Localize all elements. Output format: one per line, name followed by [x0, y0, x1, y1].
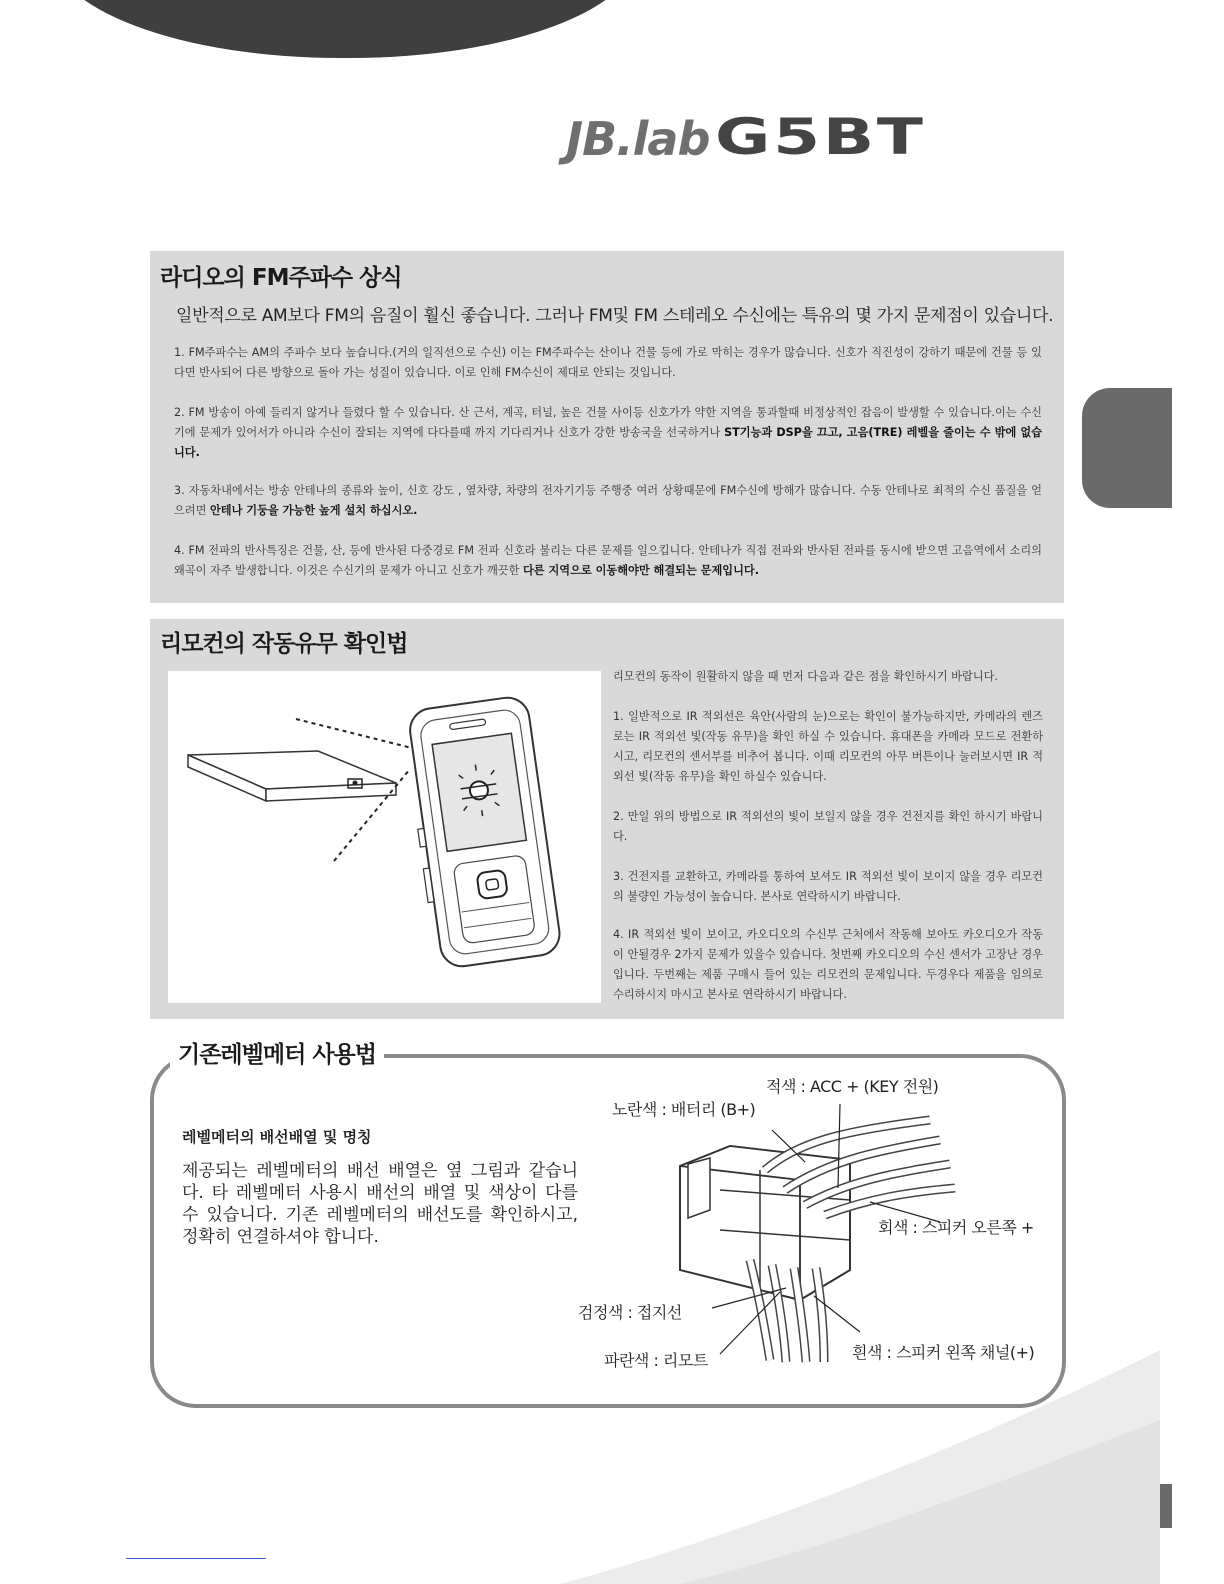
level-description: 제공되는 레벨메터의 배선 배열은 옆 그림과 같습니다. 타 레벨메터 사용시 배선의 배열 및 색상이 다를 수 있습니다. 기존 레벨메터의 배선도를 확인하시고, 정확히 연결하셔야 합니다.	[182, 1161, 578, 1247]
phone-remote-illustration	[168, 671, 601, 1003]
level-subtitle: 레벨메터의 배선배열 및 명칭	[182, 1128, 372, 1146]
footer-link-underline	[126, 1558, 266, 1559]
fm-item-3-text: 3. 자동차내에서는 방송 안테나의 종류와 높이, 신호 강도 , 옆차량, 차량의 전자기기등 주행중 여러 상황때문에 FM수신에 방해가 많습니다. 수동 안테나로 최적의 수신 품질을 얻으려면	[174, 484, 1042, 517]
fm-item-4-text: 4. FM 전파의 반사특징은 건물, 산, 등에 반사된 다중경로 FM 전파 신호라 불리는 다른 문제를 일으킵니다. 안테나가 직접 전파와 반사된 전파를 동시에 받으면 고음역에서 소리의 왜곡이 자주 발생합니다. 이것은 수신기의 문제가 아니고 신호가 깨끗한	[174, 544, 1042, 577]
remote-item-1: 1. 일반적으로 IR 적외선은 육안(사람의 눈)으로는 확인이 불가능하지만, 카메라의 렌즈로는 IR 적외선 빛(작동 유무)을 확인 하실 수 있습니다. 휴대폰을 카메라 모드로 전환하시고, 리모컨의 센서부를 비추어 봅니다. 이때 리모컨의 아무 버튼이나 눌러보시면 IR 적외선 빛(작동 유무)을 확인 하실수 있습니다.	[613, 710, 1043, 783]
wire-label-red: 적색 : ACC + (KEY 전원)	[766, 1077, 939, 1096]
wire-label-gray: 회색 : 스피커 오른쪽 +	[878, 1218, 1034, 1237]
level-section-title: 기존레벨메터 사용법	[178, 1042, 376, 1068]
remote-item-2: 2. 만일 위의 방법으로 IR 적외선의 빛이 보일지 않을 경우 건전지를 확인 하시기 바랍니다.	[613, 810, 1043, 843]
fm-item-4-bold: 다른 지역으로 이동해야만 해결되는 문제입니다.	[522, 564, 759, 577]
side-section-tab	[1082, 388, 1172, 508]
remote-item-3: 3. 건전지를 교환하고, 카메라를 통하여 보셔도 IR 적외선 빛이 보이지 않을 경우 리모컨의 불량인 가능성이 높습니다. 본사로 연락하시기 바랍니다.	[613, 870, 1043, 903]
remote-item-4: 4. IR 적외선 빛이 보이고, 카오디오의 수신부 근처에서 작동해 보아도 카오디오가 작동이 안될경우 2가지 문제가 있을수 있습니다. 첫번째 카오디오의 수신 센서가 고장난 경우입니다. 두번째는 제품 구매시 들어 있는 리모컨의 문제입니다. 두경우다 제품을 임의로 수리하시지 마시고 본사로 연락하시기 바랍니다.	[613, 928, 1043, 1001]
top-banner-shape	[50, 0, 640, 58]
phone-camera-ir-icon	[168, 671, 601, 1003]
fm-item-4	[174, 541, 1042, 581]
remote-intro: 리모컨의 동작이 원활하지 않을 때 먼저 다음과 같은 점을 확인하시기 바랍니다.	[613, 670, 998, 683]
fm-section	[150, 251, 1064, 603]
wire-label-white: 흰색 : 스피커 왼쪽 채널(+)	[852, 1343, 1035, 1362]
wire-label-yellow: 노란색 : 배터리 (B+)	[612, 1100, 756, 1119]
fm-item-3-bold: 안테나 기둥을 가능한 높게 설치 하십시오.	[209, 504, 418, 517]
brand-logo	[566, 108, 927, 168]
fm-lead-text: 일반적으로 AM보다 FM의 음질이 훨신 좋습니다. 그러나 FM및 FM 스테레오 수신에는 특유의 몇 가지 문제점이 있습니다.	[176, 306, 1054, 326]
remote-section	[150, 619, 1064, 1019]
wire-label-black: 검정색 : 접지선	[578, 1303, 682, 1322]
level-title-container	[170, 1036, 384, 1069]
fm-item-2	[174, 403, 1042, 463]
fm-item-2-bold: ST기능과 DSP을 끄고, 고음(TRE) 레벨을 줄이는 수 밖에 없습니다.	[174, 426, 1042, 459]
fm-item-1: 1. FM주파수는 AM의 주파수 보다 높습니다.(거의 일직선으로 수신) 이는 FM주파수는 산이나 건물 등에 가로 막히는 경우가 많습니다. 신호가 직진성이 강하기 때문에 건물 등 있다면 반사되어 다른 방향으로 돌아 가는 성질이 있습니다. 이로 인해 FM수신이 제대로 안되는 것입니다.	[174, 346, 1042, 379]
wire-label-blue: 파란색 : 리모트	[604, 1351, 708, 1370]
bottom-decorative-sweep	[560, 1350, 1160, 1584]
brand-model: G5BT	[715, 108, 927, 166]
fm-section-title: 라디오의 FM주파수 상식	[160, 265, 402, 291]
remote-section-title: 리모컨의 작동유무 확인법	[160, 631, 408, 657]
fm-item-3	[174, 481, 1042, 521]
fm-item-2-text: 2. FM 방송이 아예 들리지 않거나 들렸다 할 수 있습니다. 산 근서, 계곡, 터널, 높은 건물 사이등 신호가가 약한 지역을 통과할때 비정상적인 잡음이 발생할 수 있습니다.이는 수신기에 문제가 있어서가 아니라 수신이 잘되는 지역에 다다를때 까지 기다리거나 신호가 강한 방송국을 선국하거나	[174, 406, 1042, 439]
brand-prefix: JB.lab	[566, 112, 710, 166]
